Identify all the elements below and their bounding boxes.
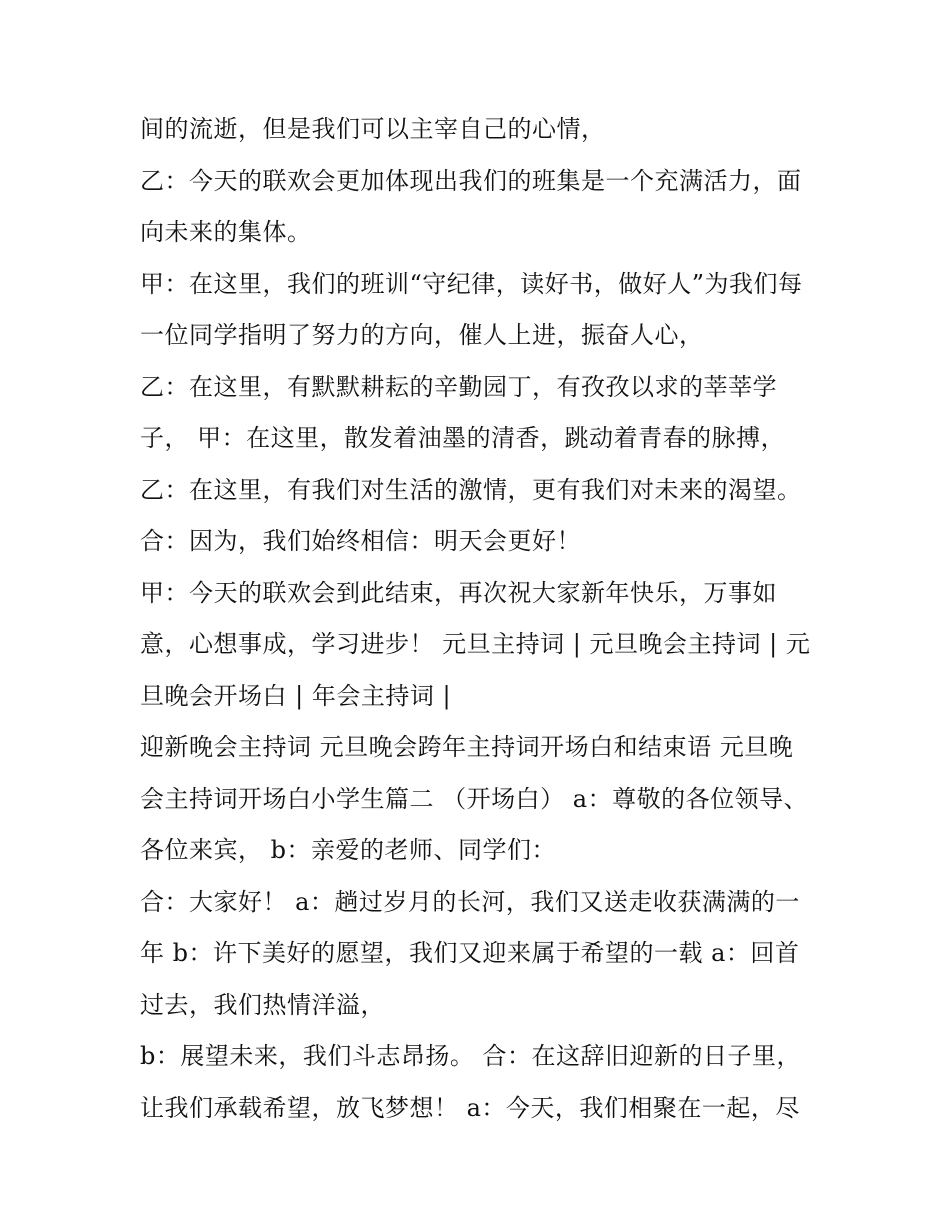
- text-line: 让我们承载希望，放飞梦想！ a：今天，我们相聚在一起，尽: [140, 1093, 800, 1122]
- text-line: 甲：今天的联欢会到此结束，再次祝大家新年快乐，万事如: [140, 578, 777, 607]
- text-line: 子， 甲：在这里，散发着油墨的清香，跳动着青春的脉搏，: [140, 424, 786, 452]
- text-line: 乙：在这里，有默默耕耘的辛勤园丁，有孜孜以求的莘莘学: [140, 372, 777, 401]
- text-line: 旦晚会开场白 | 年会主持词 |: [140, 681, 452, 710]
- text-line: 乙：今天的联欢会更加体现出我们的班集是一个充满活力，面: [140, 166, 802, 195]
- text-line: 甲：在这里，我们的班训“守纪律，读好书，做好人”为我们每: [140, 269, 803, 298]
- text-line: 年 b：许下美好的愿望，我们又迎来属于希望的一载 a：回首: [140, 939, 800, 967]
- text-line: 各位来宾， b：亲爱的老师、同学们：: [140, 836, 556, 864]
- text-line: 过去，我们热情洋溢，: [140, 990, 385, 1019]
- text-line: 合：大家好！ a：趟过岁月的长河，我们又送走收获满满的一: [140, 887, 800, 916]
- text-line: 意，心想事成，学习进步！ 元旦主持词 | 元旦晚会主持词 | 元: [140, 630, 811, 658]
- text-line: 一位同学指明了努力的方向，催人上进，振奋人心，: [140, 321, 704, 349]
- text-line: b：展望未来，我们斗志昂扬。 合：在这辞旧迎新的日子里，: [140, 1042, 801, 1070]
- text-line: 向未来的集体。: [140, 218, 312, 246]
- text-line: 合：因为，我们始终相信：明天会更好！: [140, 527, 581, 555]
- body-text: [140, 104, 820, 1134]
- text-line: 乙：在这里，有我们对生活的激情，更有我们对未来的渴望。: [140, 475, 802, 504]
- text-line: 迎新晚会主持词 元旦晚会跨年主持词开场白和结束语 元旦晚: [140, 733, 794, 761]
- text-line: 会主持词开场白小学生篇二 （开场白） a：尊敬的各位领导、: [140, 784, 809, 813]
- text-line: 间的流逝，但是我们可以主宰自己的心情，: [140, 115, 606, 143]
